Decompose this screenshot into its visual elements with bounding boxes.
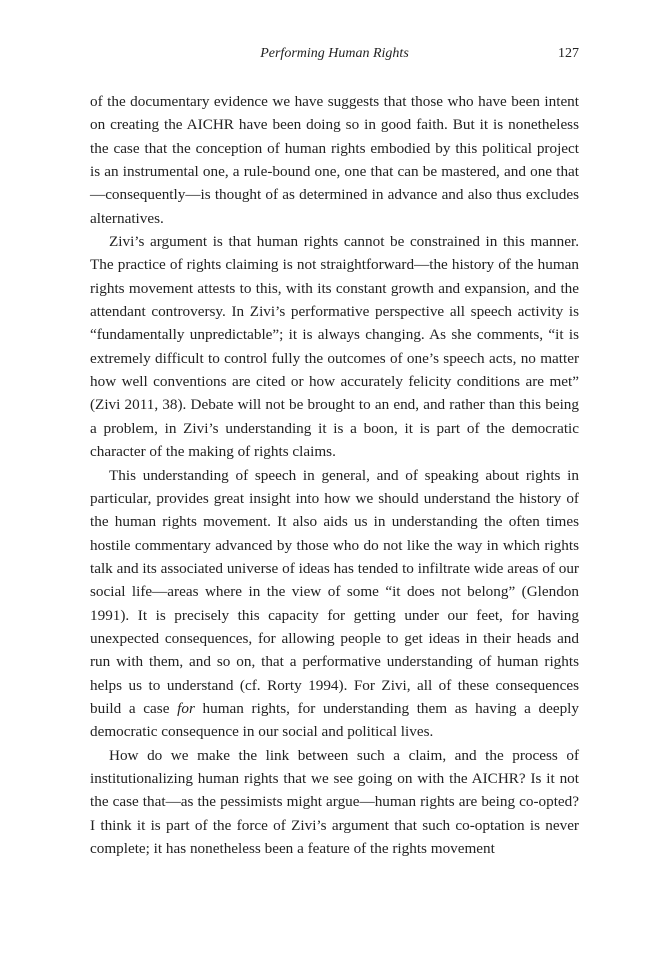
body-text [90,90,579,860]
paragraph-4: How do we make the link between such a claim, and the process of institutionalizing human rights that we see going on with the AICHR? Is it not the case that—as the pessimists might argue—human rights are being co-opted? I think it is part of the force of Zivi’s argument that such co-optation is never complete; it has nonetheless been a feature of the rights movement [90,746,579,857]
paragraph-2: Zivi’s argument is that human rights cannot be constrained in this manner. The practice of rights claiming is not straightforward—the history of the human rights movement attests to this, with its constant growth and expansion, and the attendant controversy. In Zivi’s performative perspective all speech activity is “fundamentally unpredictable”; it is always changing. As she comments, “it is extremely difficult to control fully the outcomes of one’s speech acts, no matter how well conventions are cited or how accurately felicity conditions are met” (Zivi 2011, 38). Debate will not be brought to an end, and rather than this being a problem, in Zivi’s understanding it is a boon, it is part of the democratic character of the making of rights claims. [90,233,579,461]
paragraph-3-text: This understanding of speech in general, and of speaking about rights in particular, provides great insight into how we should understand the history of the human rights movement. It also aids us in understanding the often times hostile commentary advanced by those who do not like the way in which rights talk and its associated universe of ideas has tended to infiltrate wide areas of our social life—areas where in the view of some “it does not belong” (Glendon 1991). It is precisely this capacity for getting under our feet, for having unexpected consequences, for allowing people to get ideas in their heads and run with them, and so on, that a performative understanding of human rights helps us to understand (cf. Rorty 1994). For Zivi, all of these consequences build a case [90,466,579,717]
emphasis-for: for [177,699,195,717]
paragraph-3 [90,464,579,744]
paragraph-3-tail: human rights, for understanding them as having a deeply democratic consequence in our social and political lives. [90,699,579,741]
running-title: Performing Human Rights [260,46,409,61]
running-head [90,46,579,66]
paragraph-1: of the documentary evidence we have suggests that those who have been intent on creating the AICHR have been doing so in good faith. But it is nonetheless the case that the conception of human rights embodied by this political project is an instrumental one, a rule-bound one, one that can be mastered, and one that—consequently—is thought of as determined in advance and also thus excludes alternatives. [90,93,579,227]
page-number: 127 [558,46,579,61]
